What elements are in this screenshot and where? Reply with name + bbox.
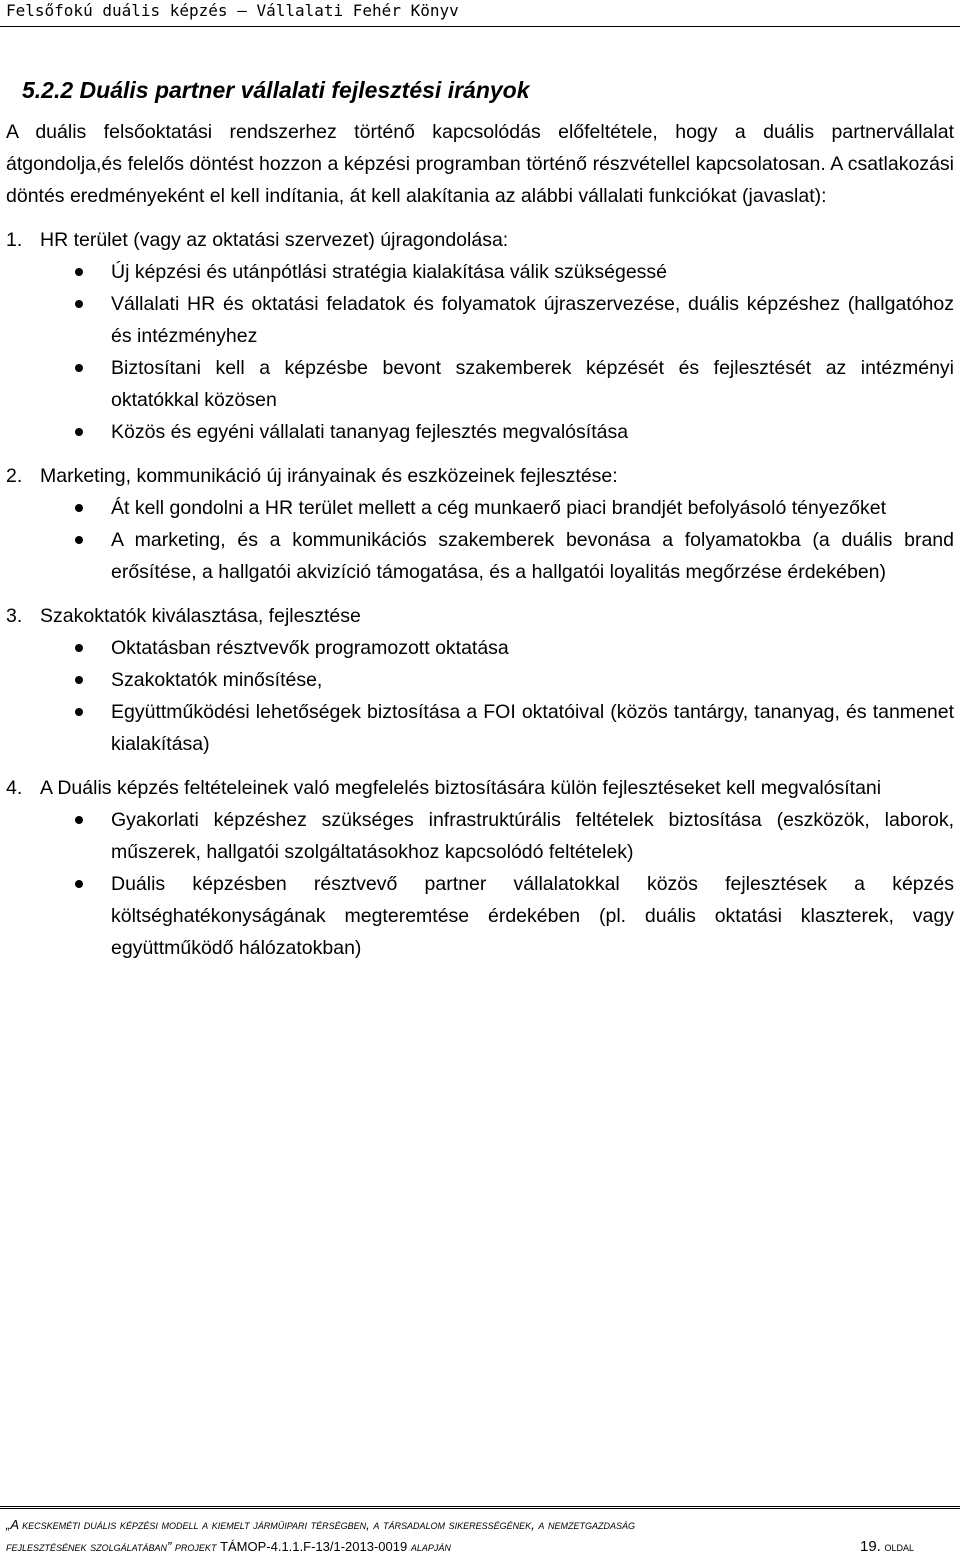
list-item-text: Biztosítani kell a képzésbe bevont szakemberek képzését és fejlesztését az intézményi oktatókkal közösen [111, 357, 954, 411]
item-title: HR terület (vagy az oktatási szervezet) újragondolása: [40, 229, 509, 251]
page-footer [6, 1514, 914, 1558]
intro-paragraph: A duális felsőoktatási rendszerhez történő kapcsolódás előfeltétele, hogy a duális partnervállalat átgondolja,és felelős döntést hozzon a képzési programban történő részvétellel kapcsolatosan. A csatlakozási döntés eredményeként el kell indítania, át kell alakítania az alábbi vállalati funkciókat (javaslat): [6, 121, 954, 207]
document-body [6, 74, 954, 964]
bullet-list-1 [6, 256, 954, 448]
item-number: 2. [6, 465, 23, 487]
numbered-item-4 [6, 772, 954, 804]
numbered-item-3 [6, 600, 954, 632]
list-item-text: Együttműködési lehetőségek biztosítása a FOI oktatóival (közös tantárgy, tananyag, és tanmenet kialakítása) [111, 701, 954, 755]
list-item-text: Duális képzésben résztvevő partner vállalatokkal közös fejlesztések a képzés költséghatékonyságának megteremtése érdekében (pl. duális oktatási klaszterek, vagy együttműködő hálózatokban) [111, 873, 954, 959]
footer-project-code: TÁMOP-4.1.1.F-13/1-2013-0019 [220, 1539, 408, 1554]
list-item-text: Közös és egyéni vállalati tananyag fejlesztés megvalósítása [111, 421, 629, 443]
list-item-text: Át kell gondolni a HR terület mellett a cég munkaerő piaci brandjét befolyásoló tényezőket [111, 497, 887, 519]
numbered-item-2 [6, 460, 954, 492]
footer-divider [0, 1506, 960, 1509]
list-item [6, 524, 954, 588]
bullet-icon [75, 536, 83, 544]
list-item [6, 696, 954, 760]
bullet-icon [75, 816, 83, 824]
header-divider [0, 26, 960, 27]
bullet-icon [75, 268, 83, 276]
bullet-icon [75, 708, 83, 716]
bullet-icon [75, 300, 83, 308]
section-heading: 5.2.2 Duális partner vállalati fejlesztési irányok [22, 77, 530, 103]
footer-project-text: fejlesztésének szolgálatában” projekt [6, 1539, 217, 1554]
page-number-value: 19. [860, 1538, 881, 1555]
footer-line-1: „A kecskeméti duális képzési modell a kiemelt járműipari térségben, a társadalom sikerességének, a nemzetgazdaság [6, 1517, 635, 1532]
list-item [6, 868, 954, 964]
list-item [6, 492, 954, 524]
item-number: 1. [6, 229, 23, 251]
numbered-item-1 [6, 224, 954, 256]
list-item [6, 632, 954, 664]
list-item [6, 416, 954, 448]
bullet-icon [75, 880, 83, 888]
item-number: 4. [6, 777, 23, 799]
running-header: Felsőfokú duális képzés – Vállalati Fehér Könyv [6, 1, 459, 20]
list-item [6, 288, 954, 352]
footer-project-ref [6, 1536, 451, 1558]
footer-line-2 [6, 1536, 914, 1558]
bullet-list-2 [6, 492, 954, 588]
list-item [6, 256, 954, 288]
bullet-icon [75, 644, 83, 652]
bullet-icon [75, 504, 83, 512]
list-item-text: Új képzési és utánpótlási stratégia kialakítása válik szükségessé [111, 261, 668, 283]
bullet-list-4 [6, 804, 954, 964]
item-title: A Duális képzés feltételeinek való megfelelés biztosítására külön fejlesztéseket kell megvalósítani [40, 777, 882, 799]
list-item-text: Vállalati HR és oktatási feladatok és folyamatok újraszervezése, duális képzéshez (hallgatóhoz és intézményhez [111, 293, 954, 347]
bullet-list-3 [6, 632, 954, 760]
item-title: Marketing, kommunikáció új irányainak és eszközeinek fejlesztése: [40, 465, 618, 487]
list-item [6, 804, 954, 868]
item-number: 3. [6, 605, 23, 627]
footer-project-suffix: alapján [410, 1539, 451, 1554]
item-title: Szakoktatók kiválasztása, fejlesztése [40, 605, 361, 627]
list-item-text: A marketing, és a kommunikációs szakemberek bevonása a folyamatokba (a duális brand erősítése, a hallgatói akvizíció támogatása, és a hallgatói loyalitás megőrzése érdekében) [111, 529, 954, 583]
list-item [6, 664, 954, 696]
list-item-text: Gyakorlati képzéshez szükséges infrastruktúrális feltételek biztosítása (eszközök, laborok, műszerek, hallgatói szolgáltatásokhoz kapcsolódó feltételek) [111, 809, 954, 863]
list-item-text: Oktatásban résztvevők programozott oktatása [111, 637, 509, 659]
bullet-icon [75, 428, 83, 436]
list-item [6, 352, 954, 416]
bullet-icon [75, 676, 83, 684]
page-number-label: oldal [884, 1539, 914, 1554]
bullet-icon [75, 364, 83, 372]
page-number [860, 1536, 914, 1558]
list-item-text: Szakoktatók minősítése, [111, 669, 323, 691]
